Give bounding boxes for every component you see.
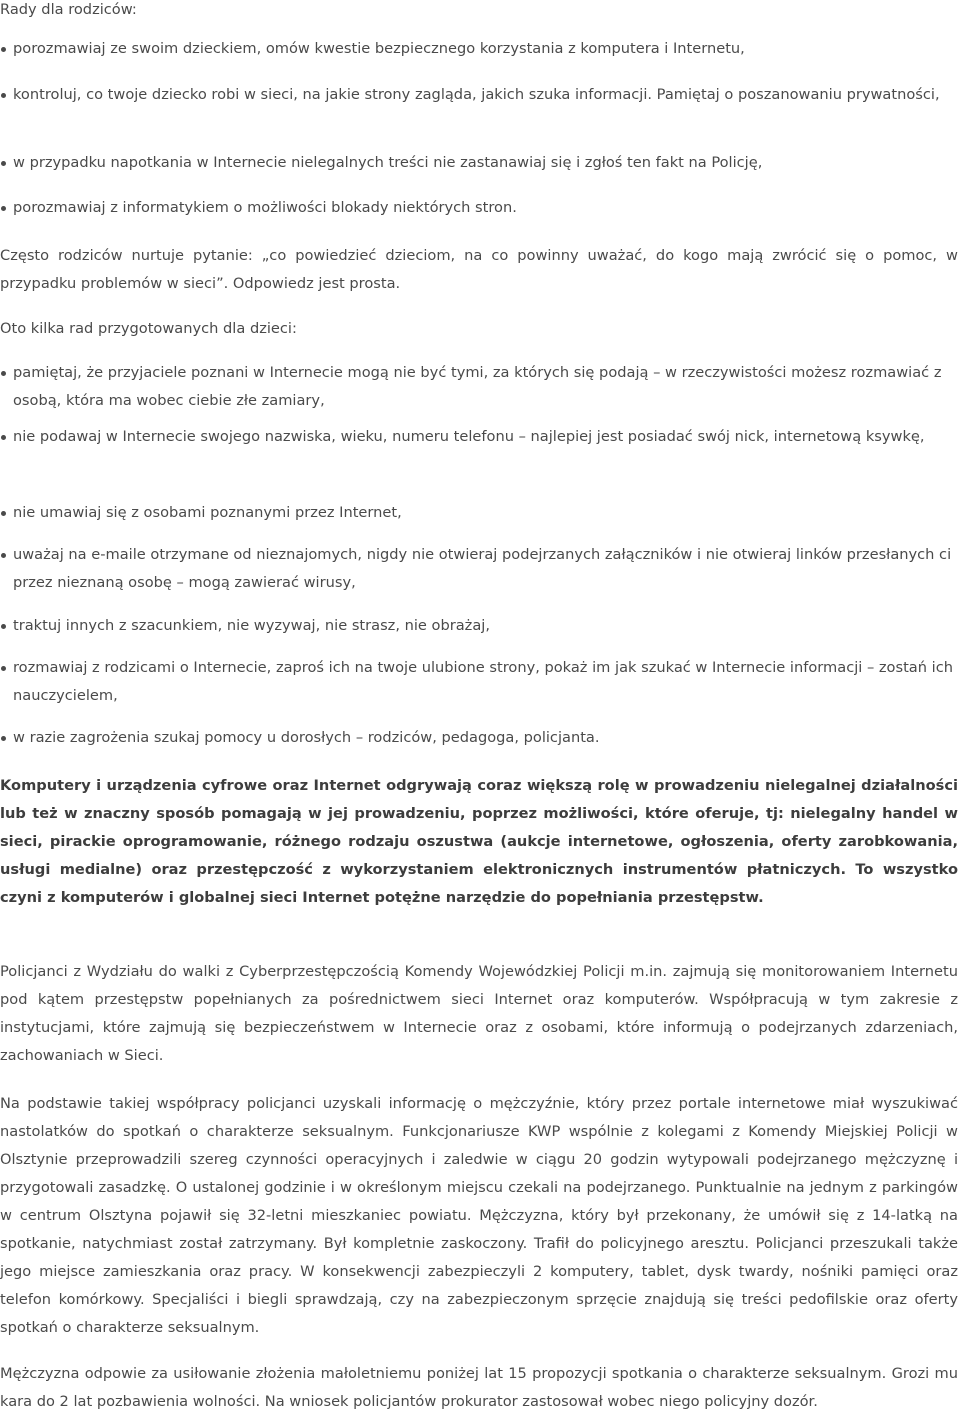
question-paragraph: Często rodziców nurtuje pytanie: „co powiedzieć dzieciom, na co powinny uważać, do kogo mają zwrócić się o pomoc, w przypadku problemów w sieci”. Odpowiedz jest prosta. [0,247,958,292]
sentence-paragraph: Mężczyzna odpowie za usiłowanie złożenia małoletniemu poniżej lat 15 propozycji spotkania o charakterze seksualnym. Grozi mu kara do 2 lat pozbawienia wolności. Na wniosek policjantów prokurator zastosował wobec niego policyjny dozór. [0,1365,958,1410]
list-item: kontroluj, co twoje dziecko robi w sieci, na jakie strony zagląda, jakich szuka informacji. Pamiętaj o poszanowaniu prywatności, [0,81,958,149]
list-item: porozmawiaj z informatykiem o możliwości blokady niektórych stron. [0,194,958,234]
list-item: uważaj na e-maile otrzymane od nieznajomych, nigdy nie otwieraj podejrzanych załączników i nie otwieraj linków przesłanych ci przez nieznaną osobę – mogą zawierać wirusy, [0,541,958,612]
kids-tips-list [0,359,958,764]
bullet-icon [1,736,6,741]
parent-tips-list [0,35,958,234]
bullet-icon [1,435,6,440]
list-item: traktuj innych z szacunkiem, nie wyzywaj, nie strasz, nie obrażaj, [0,612,958,654]
list-item: nie podawaj w Internecie swojego nazwiska, wieku, numeru telefonu – najlepiej jest posiadać swój nick, internetową ksywkę, [0,423,958,499]
bullet-icon [1,47,6,52]
list-item: nie umawiaj się z osobami poznanymi przez Internet, [0,499,958,541]
list-item: rozmawiaj z rodzicami o Internecie, zaproś ich na twoje ulubione strony, pokaż im jak szukać w Internecie informacji – zostań ich nauczycielem, [0,654,958,724]
bullet-icon [1,161,6,166]
bullet-icon [1,93,6,98]
case-description-paragraph: Na podstawie takiej współpracy policjanci uzyskali informację o mężczyźnie, który przez portale internetowe miał wyszukiwać nastolatków do spotkań o charakterze seksualnym. Funkcjonariusze KWP wspólnie z kolegami z Komendy Miejskiej Policji w Olsztynie przeprowadzili szereg czynności operacyjnych i zaledwie w ciągu 20 godzin wytypowali podejrzanego mężczyznę i przygotowali zasadzkę. O ustalonej godzinie i w określonym miejscu czekali na podejrzanego. Punktualnie na jednym z parkingów w centrum Olsztyna pojawił się 32-letni mieszkaniec powiatu. Mężczyzna, który był przekonany, że umówił się z 14-latką na spotkanie, natychmiast został zatrzymany. Był kompletnie zaskoczony. Trafił do policyjnego aresztu. Policjanci przeszukali także jego miejsce zamieszkania oraz pracy. W konsekwencji zabezpieczyli 2 komputery, tablet, dysk twardy, nośniki pamięci oraz telefon komórkowy. Specjaliści i biegli sprawdzają, czy na zabezpieczonym sprzęcie znajdują się treści pedofilskie oraz oferty spotkań o charakterze seksualnym. [0,1095,958,1336]
list-item: porozmawiaj ze swoim dzieckiem, omów kwestie bezpiecznego korzystania z komputera i Internetu, [0,35,958,81]
bullet-icon [1,206,6,211]
parents-tips-heading: Rady dla rodziców: [0,1,137,18]
list-item: w przypadku napotkania w Internecie nielegalnych treści nie zastanawiaj się i zgłoś ten fakt na Policję, [0,149,958,194]
police-unit-paragraph: Policjanci z Wydziału do walki z Cyberprzestępczością Komendy Wojewódzkiej Policji m.in. zajmują się monitorowaniem Internetu pod kątem przestępstw popełnianych za pośrednictwem sieci Internet oraz komputerów. Współpracują w tym zakresie z instytucjami, które zajmują się bezpieczeństwem w Internecie oraz z osobami, które informują o podejrzanych zdarzeniach, zachowaniach w Sieci. [0,963,958,1064]
list-item: w razie zagrożenia szukaj pomocy u dorosłych – rodziców, pedagoga, policjanta. [0,724,958,764]
bullet-icon [1,371,6,376]
bullet-icon [1,624,6,629]
bullet-icon [1,666,6,671]
bullet-icon [1,511,6,516]
cybercrime-paragraph: Komputery i urządzenia cyfrowe oraz Internet odgrywają coraz większą rolę w prowadzeniu nielegalnej działalności lub też w znaczny sposób pomagają w jej prowadzeniu, poprzez możliwości, które oferuje, tj: nielegalny handel w sieci, pirackie oprogramowanie, różnego rodzaju oszustwa (aukcje internetowe, ogłoszenia, oferty zarobkowania, usługi medialne) oraz przestępczość z wykorzystaniem elektronicznych instrumentów płatniczych. To wszystko czyni z komputerów i globalnej sieci Internet potężne narzędzie do popełniania przestępstw. [0,777,958,906]
bullet-icon [1,553,6,558]
list-item: pamiętaj, że przyjaciele poznani w Internecie mogą nie być tymi, za których się podają – w rzeczywistości możesz rozmawiać z osobą, która ma wobec ciebie złe zamiary, [0,359,958,423]
kids-tips-intro: Oto kilka rad przygotowanych dla dzieci: [0,320,297,337]
